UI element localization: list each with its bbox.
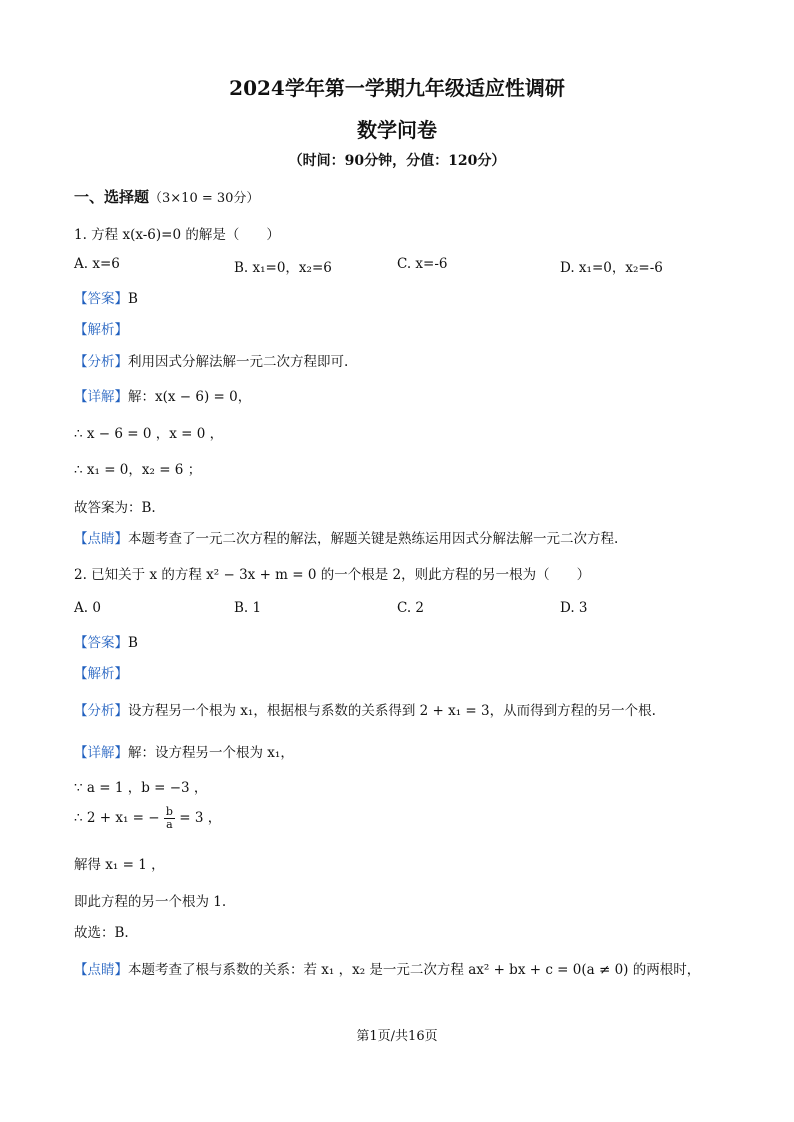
fraction [164, 806, 175, 831]
q2-option-b: B. 1 [234, 600, 262, 616]
dianjing-tag: 【点睛】 [74, 531, 128, 547]
fenxi-text: 利用因式分解法解一元二次方程即可. [128, 354, 349, 370]
fenxi-text: 设方程另一个根为 x₁，根据根与系数的关系得到 2 + x₁ = 3，从而得到方程的另一个根. [128, 703, 656, 719]
q1-analysis-tag: 【解析】 [74, 322, 128, 338]
fenxi-tag: 【分析】 [74, 354, 128, 370]
xiangjie-tag: 【详解】 [74, 389, 128, 405]
q2-step-4: 解得 x₁ = 1 ， [74, 857, 165, 873]
q2-dianjing [74, 958, 700, 978]
dianjing-text: 本题考查了根与系数的关系：若 x₁ ，x₂ 是一元二次方程 ax² + bx + c = 0(a ≠ 0) 的两根时， [128, 962, 701, 978]
q2-step-3 [74, 806, 221, 831]
q2-step-5: 即此方程的另一个根为 1. [74, 894, 227, 910]
xiangjie-tag: 【详解】 [74, 745, 128, 761]
answer-value: B [128, 635, 138, 651]
q1-option-a: A. x=6 [74, 256, 120, 272]
answer-tag: 【答案】 [74, 291, 128, 307]
q2-xiangjie [74, 741, 294, 761]
q1-step-2: ∴ x − 6 = 0 ，x = 0 ， [74, 426, 224, 442]
fenxi-tag: 【分析】 [74, 703, 128, 719]
q2-fenxi [74, 699, 656, 719]
q2-step-2: ∵ a = 1 ，b = −3 ， [74, 780, 208, 796]
fraction-numerator: b [165, 805, 173, 818]
section-heading [74, 186, 259, 207]
fraction-denominator: a [166, 818, 173, 831]
q2-answer [74, 631, 138, 651]
dianjing-text: 本题考查了一元二次方程的解法，解题关键是熟练运用因式分解法解一元二次方程. [128, 531, 619, 547]
q1-step-4: 故答案为：B. [74, 500, 156, 516]
q2-option-a: A. 0 [74, 600, 101, 616]
q1-option-b: B. x₁=0，x₂=6 [234, 260, 332, 276]
q2-analysis-tag: 【解析】 [74, 666, 128, 682]
q2-option-c: C. 2 [397, 600, 425, 616]
answer-value: B [128, 291, 138, 307]
section-score: （3×10 = 30分） [149, 191, 260, 206]
dianjing-tag: 【点睛】 [74, 962, 128, 978]
q1-xiangjie [74, 385, 251, 405]
page-number: 第1页/共16页 [356, 1029, 438, 1044]
step3-prefix: ∴ 2 + x₁ = − [74, 810, 160, 826]
q2-option-d: D. 3 [560, 600, 588, 616]
q1-step-3: ∴ x₁ = 0，x₂ = 6 ； [74, 462, 202, 478]
section-title: 一、选择题 [74, 188, 150, 206]
q1-fenxi [74, 350, 348, 370]
solution-step: 解：x(x − 6) = 0， [128, 389, 252, 405]
q2-step-6: 故选：B. [74, 925, 129, 941]
q1-option-c: C. x=-6 [397, 256, 448, 272]
q1-option-d: D. x₁=0，x₂=-6 [560, 260, 663, 276]
solution-step: 解：设方程另一个根为 x₁， [128, 745, 294, 761]
q1-answer [74, 287, 138, 307]
question-1-stem: 1. 方程 x(x-6)=0 的解是（ ） [74, 227, 280, 243]
answer-tag: 【答案】 [74, 635, 128, 651]
exam-time-score: （时间：90分钟，分值：120分） [288, 153, 506, 169]
question-2-stem: 2. 已知关于 x 的方程 x² − 3x + m = 0 的一个根是 2，则此方程的另一根为（ ） [74, 567, 591, 583]
exam-subject: 数学问卷 [357, 118, 437, 142]
exam-title: 2024学年第一学期九年级适应性调研 [229, 76, 565, 100]
step3-suffix: = 3 ， [179, 810, 222, 826]
q1-dianjing [74, 527, 618, 547]
